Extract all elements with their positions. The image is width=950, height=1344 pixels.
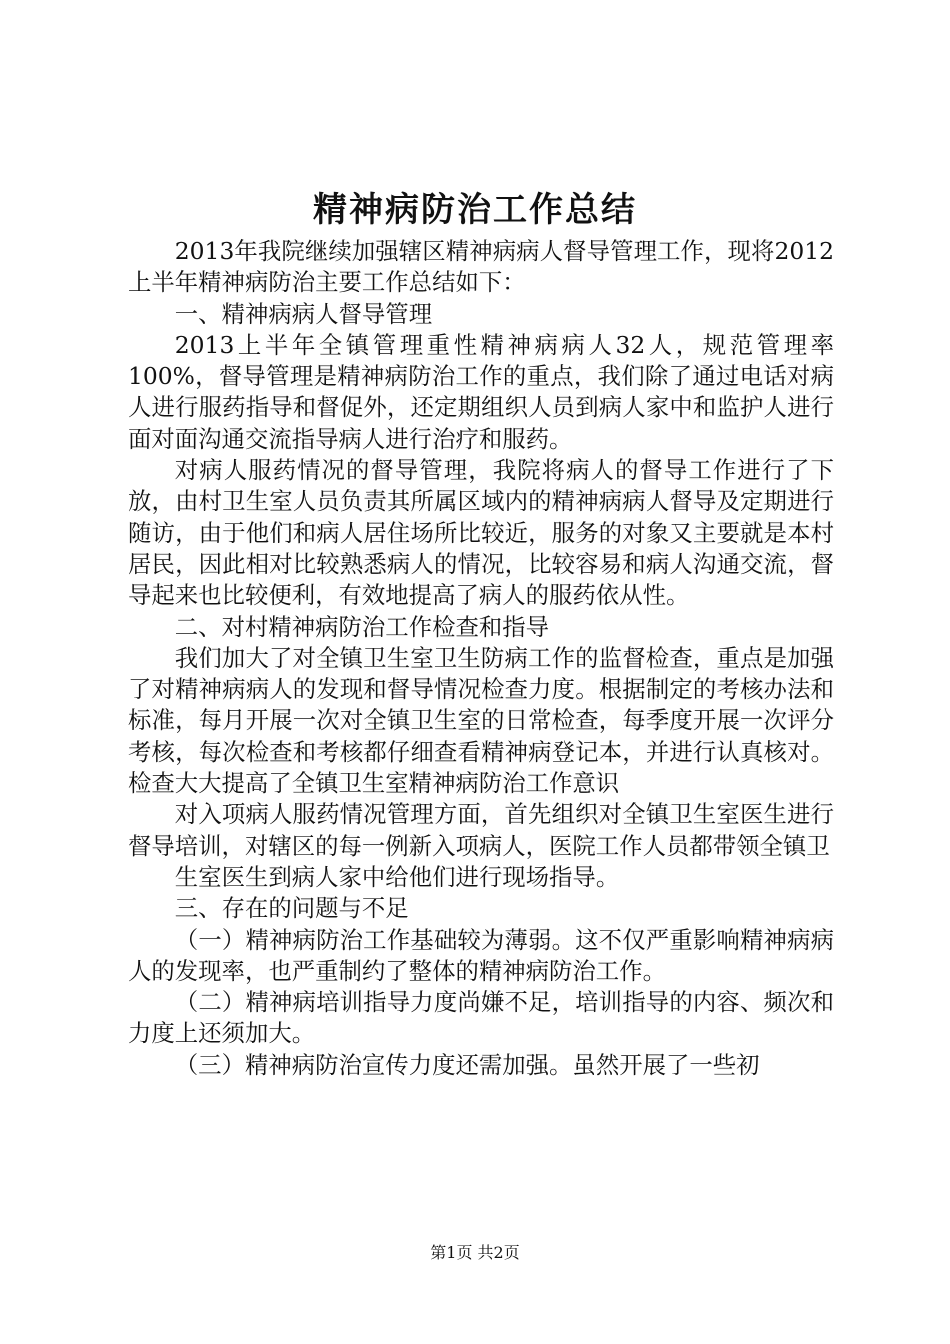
paragraph: （三）精神病防治宣传力度还需加强。虽然开展了一些初 [174,1050,760,1079]
section-heading: 二、对村精神病防治工作检查和指导 [174,612,550,641]
page-footer: 第1页 共2页 [430,1243,520,1262]
document-body [128,236,834,1081]
paragraph: 2013年我院继续加强辖区精神病病人督导管理工作，现将2012上半年精神病防治主要工作总结如下： [128,237,834,297]
paragraph: 生室医生到病人家中给他们进行现场指导。 [174,862,620,891]
section-heading: 三、存在的问题与不足 [174,894,409,923]
paragraph: 2013上半年全镇管理重性精神病病人32人，规范管理率100%，督导管理是精神病防治工作的重点，我们除了通过电话对病人进行服药指导和督促外，还定期组织人员到病人家中和监护人进行面对面沟通交流指导病人进行治疗和服药。 [128,330,834,453]
paragraph: （二）精神病培训指导力度尚嫌不足，培训指导的内容、频次和力度上还须加大。 [128,988,834,1048]
paragraph: 对病人服药情况的督导管理，我院将病人的督导工作进行了下放，由村卫生室人员负责其所属区域内的精神病病人督导及定期进行随访，由于他们和病人居住场所比较近，服务的对象又主要就是本村居民，因此相对比较熟悉病人的情况，比较容易和病人沟通交流，督导起来也比较便利，有效地提高了病人的服药依从性。 [128,456,834,610]
paragraph: （一）精神病防治工作基础较为薄弱。这不仅严重影响精神病病人的发现率，也严重制约了整体的精神病防治工作。 [128,925,834,985]
paragraph: 我们加大了对全镇卫生室卫生防病工作的监督检查，重点是加强了对精神病病人的发现和督导情况检查力度。根据制定的考核办法和标准，每月开展一次对全镇卫生室的日常检查，每季度开展一次评分考核，每次检查和考核都仔细查看精神病登记本，并进行认真核对。检查大大提高了全镇卫生室精神病防治工作意识 [128,643,834,798]
paragraph: 对入项病人服药情况管理方面，首先组织对全镇卫生室医生进行督导培训，对辖区的每一例新入项病人，医院工作人员都带领全镇卫 [128,800,834,860]
section-heading: 一、精神病病人督导管理 [174,299,433,328]
document-title: 精神病防治工作总结 [313,190,637,230]
